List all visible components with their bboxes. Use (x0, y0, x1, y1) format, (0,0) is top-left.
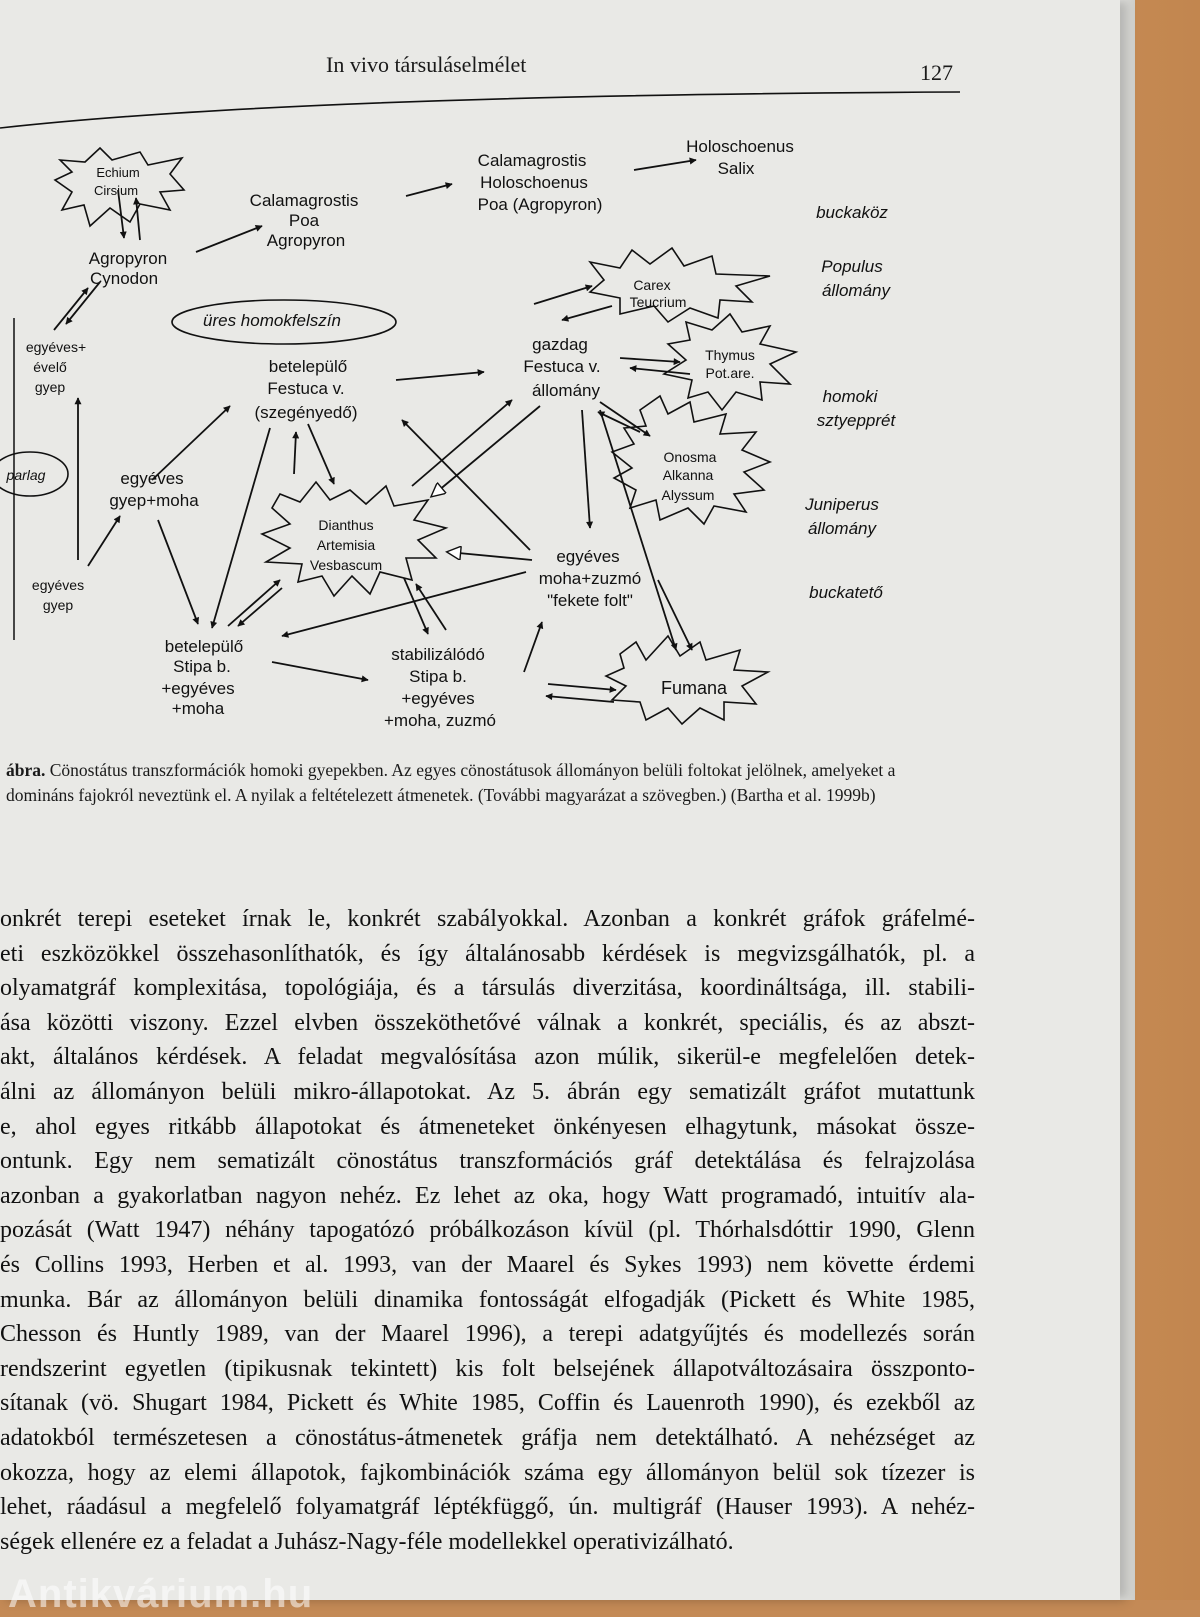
gazdag-3: állomány (531, 381, 601, 400)
betelepulo-stipa-2: Stipa b. (173, 657, 231, 676)
body-line: adatokból természetesen a cönostátus-átmenetek gráfja nem detektálható. A nehézséget az (0, 1424, 975, 1451)
egyeves-gyep-1: egyéves (31, 577, 85, 593)
agropyron-label-2: Cynodon (89, 269, 159, 288)
calam1-label-1: Calamagrostis (249, 191, 359, 210)
arrow (66, 282, 100, 324)
arrow (524, 622, 542, 672)
onosma-3: Alyssum (661, 487, 715, 503)
egyeves-gyep-moha-2: gyep+moha (109, 491, 199, 510)
cirsium-label: Cirsium (93, 183, 139, 198)
side-label-homoki-1: homoki (822, 387, 878, 406)
thymus-2: Pot.are. (705, 365, 755, 381)
side-label-juniperus-2: állomány (807, 519, 877, 538)
body-line: és Collins 1993, Herben et al. 1993, van der Maarel és Sykes 1993) nem követte érdemi (0, 1251, 975, 1278)
body-line: álni az állományon belüli mikro-állapotokat. Az 5. ábrán egy sematizált gráfot mutattunk (0, 1078, 975, 1105)
caption-text: Cönostátus transzformációk homoki gyepekben. Az egyes cönostátusok állományon belüli foltokat jelölnek, amelyeket a domináns fajokról neveztünk el. A nyilak a feltételezett átmenetek. (További magyarázat a szövegben.) (Bartha et al. 1999b) (6, 760, 896, 805)
egyeves-gyep-2: gyep (42, 597, 74, 613)
arrow (634, 160, 696, 170)
body-line: azonban a gyakorlatban nagyon nehéz. Ez lehet az oka, hogy Watt programadó, intuitív ala- (0, 1182, 975, 1209)
arrow (294, 432, 296, 474)
fumana-label: Fumana (660, 678, 728, 698)
thymus-1: Thymus (705, 347, 755, 363)
calam2-label-1: Calamagrostis (477, 151, 587, 170)
dianthus-2: Artemisia (316, 537, 376, 553)
betelepulo-stipa-3: +egyéves (161, 679, 235, 698)
egyeves-moha-2: moha+zuzmó (538, 569, 642, 588)
arrow (416, 584, 446, 630)
betelepulo-stipa-1: betelepülő (164, 637, 244, 656)
betelepulo-festuca-2: Festuca v. (267, 379, 345, 398)
arrow (432, 406, 540, 496)
arrow (620, 358, 680, 362)
carex-burst (590, 248, 770, 322)
echium-label: Echium (96, 165, 140, 180)
arrow (548, 684, 616, 690)
egyeves-evelo-1: egyéves+ (25, 339, 87, 355)
arrow (582, 410, 590, 528)
body-line: olyamatgráf komplexitása, topológiája, és a társulás diverzitása, koordináltsága, ill. stabili- (0, 975, 975, 1002)
body-line: Chesson és Huntly 1989, van der Maarel 1996), a terepi adatgyűjtés és modellezés során (0, 1321, 975, 1348)
arrow (534, 286, 592, 304)
arrow (158, 520, 198, 624)
page-number: 127 (920, 60, 953, 85)
arrow (562, 306, 612, 320)
parlag-label: parlag (6, 467, 46, 483)
gazdag-1: gazdag (532, 335, 588, 354)
body-line: ása közötti viszony. Ezzel elvben összeköthetővé válnak a konkrét, speciális, és az abszt- (0, 1009, 975, 1036)
figure-caption (6, 758, 936, 808)
side-label-populus-1: Populus (821, 257, 883, 276)
stabilizalodo-1: stabilizálódó (391, 645, 485, 664)
egyeves-moha-1: egyéves (556, 547, 620, 566)
body-line: e, ahol egyes ritkább állapotokat és átmeneteket önkényesen elhagytunk, másokat össze- (0, 1113, 975, 1140)
stabilizalodo-2: Stipa b. (409, 667, 467, 686)
arrow (212, 428, 270, 628)
betelepulo-festuca-1: betelepülő (268, 357, 348, 376)
body-line: rendszerint egyetlen (tipikusnak tekintett) kis folt belsejének állapotváltozásaira összponto- (0, 1355, 975, 1382)
carex-1: Carex (633, 277, 671, 293)
arrow (308, 424, 334, 484)
betelepulo-stipa-4: +moha (171, 699, 225, 718)
dianthus-3: Vesbascum (309, 557, 383, 573)
arrow (238, 588, 282, 626)
body-text (0, 902, 975, 1559)
body-line: eti eszközökkel összehasonlíthatók, és így általánosabb kérdések is megvizsgálhatók, pl. a (0, 940, 975, 967)
arrow (404, 578, 428, 634)
dianthus-1: Dianthus (318, 517, 374, 533)
arrow (600, 410, 676, 650)
stabilizalodo-4: +moha, zuzmó (384, 711, 496, 730)
body-line: okozza, hogy az elemi állapotok, fajkombinációk száma egy állományon belül sok tízezer is (0, 1459, 975, 1486)
onosma-1: Onosma (663, 449, 717, 465)
body-line: ségek ellenére ez a feladat a Juhász-Nagy-féle modellekkel operativizálható. (0, 1528, 734, 1555)
egyeves-moha-3: "fekete folt" (547, 591, 633, 610)
carex-2: Teucrium (629, 294, 687, 310)
side-label-homoki-2: sztyepprét (816, 411, 896, 430)
arrow (228, 580, 280, 626)
running-header-title: In vivo társuláselmélet (326, 52, 527, 77)
arrow (272, 662, 368, 680)
arrow (546, 696, 614, 702)
onosma-2: Alkanna (662, 467, 714, 483)
body-line: munka. Bár az állományon belüli dinamika fontosságát elfogadják (Pickett és White 1985, (0, 1286, 975, 1313)
arrow (282, 572, 526, 636)
arrow (196, 226, 262, 252)
side-label-buckateto: buckatető (809, 583, 883, 602)
egyeves-evelo-3: gyep (34, 379, 66, 395)
calam2-label-2: Holoschoenus (480, 173, 588, 192)
betelepulo-festuca-3: (szegényedő) (254, 403, 358, 422)
side-label-buckakoz: buckaköz (816, 203, 888, 222)
body-line: akt, általános kérdések. A feladat megvalósítása azon múlik, sikerül-e megfelelően detek- (0, 1044, 975, 1071)
ures-label: üres homokfelszín (203, 311, 341, 330)
arrow (88, 516, 120, 566)
body-line: lehet, ráadásul a megfelelő folyamatgráf léptékfüggő, ún. multigráf (Hauser 1993). A nehéz- (0, 1494, 975, 1521)
arrow (54, 288, 88, 330)
arrow (406, 184, 452, 196)
arrow (630, 368, 690, 374)
calam2-label-3: Poa (Agropyron) (477, 195, 603, 214)
arrow (658, 580, 692, 650)
calam1-label-2: Poa (288, 211, 320, 230)
watermark: Antikvárium.hu (8, 1572, 314, 1616)
header-rule (0, 92, 960, 128)
side-label-juniperus-1: Juniperus (805, 495, 879, 514)
side-label-populus-2: állomány (821, 281, 891, 300)
body-line: pozását (Watt 1947) néhány tapogatózó próbálkozáson kívül (pl. Thórhalsdóttir 1990, Glenn (0, 1217, 975, 1244)
holos-label-2: Salix (717, 159, 755, 178)
egyeves-gyep-moha-1: egyéves (120, 469, 184, 488)
calam1-label-3: Agropyron (266, 231, 346, 250)
body-line: ontunk. Egy nem sematizált cönostátus transzformációs gráf detektálása és felrajzolása (0, 1148, 975, 1175)
arrow (448, 552, 532, 560)
arrow (396, 372, 484, 380)
body-line: sítanak (vö. Shugart 1984, Pickett és White 1985, Coffin és Lauenroth 1990), és ezekből az (0, 1390, 975, 1417)
stabilizalodo-3: +egyéves (401, 689, 475, 708)
gazdag-2: Festuca v. (523, 357, 601, 376)
holos-label-1: Holoschoenus (686, 137, 794, 156)
body-line: onkrét terepi eseteket írnak le, konkrét szabályokkal. Azonban a konkrét gráfok gráfelmé- (0, 906, 975, 932)
egyeves-evelo-2: évelő (33, 359, 67, 375)
agropyron-label-1: Agropyron (88, 249, 168, 268)
state-transition-diagram (0, 0, 1100, 740)
caption-label: ábra. (6, 760, 46, 780)
